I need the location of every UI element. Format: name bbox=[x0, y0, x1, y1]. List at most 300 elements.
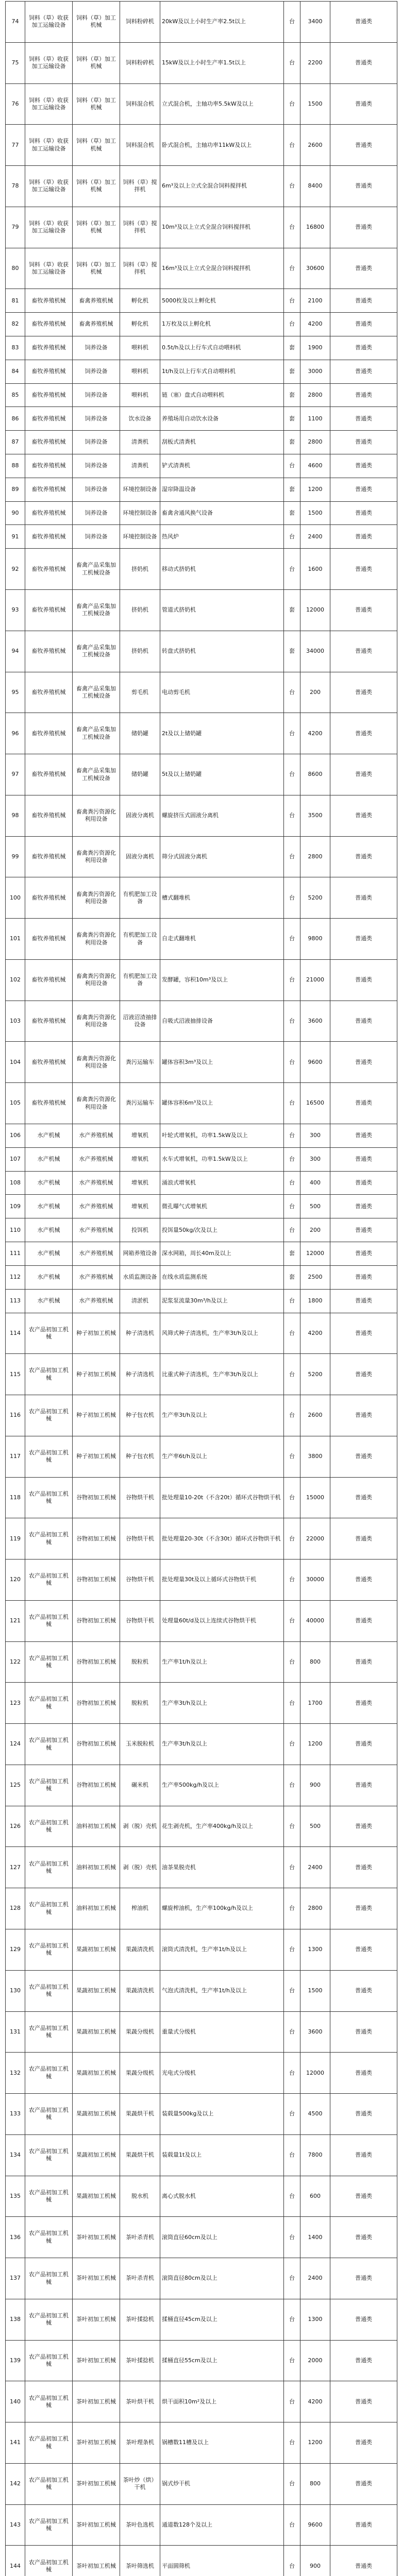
subcategory-cell: 种子初加工机械 bbox=[73, 1313, 120, 1354]
subcategory-cell: 水产养殖机械 bbox=[73, 1195, 120, 1218]
spec-cell: 筛分式固液分离机 bbox=[160, 836, 284, 877]
item-name-cell: 茶叶杀青机 bbox=[120, 2217, 160, 2258]
table-row bbox=[6, 2340, 397, 2381]
table-row bbox=[6, 2134, 397, 2176]
kind-cell: 普通类 bbox=[330, 1518, 397, 1560]
row-number: 92 bbox=[6, 549, 25, 590]
amount-cell: 7800 bbox=[300, 2134, 330, 2176]
row-number: 116 bbox=[6, 1395, 25, 1436]
kind-cell: 普通类 bbox=[330, 1265, 397, 1289]
unit-cell: 台 bbox=[284, 2011, 300, 2053]
category-cell: 畜牧养殖机械 bbox=[25, 590, 73, 631]
kind-cell: 普通类 bbox=[330, 1641, 397, 1683]
amount-cell: 200 bbox=[300, 672, 330, 713]
kind-cell: 普通类 bbox=[330, 454, 397, 478]
amount-cell: 1300 bbox=[300, 1929, 330, 1971]
item-name-cell: 饲料（草）搅拌机 bbox=[120, 207, 160, 248]
unit-cell: 台 bbox=[284, 672, 300, 713]
item-name-cell: 剥（脱）壳机 bbox=[120, 1806, 160, 1847]
table-row bbox=[6, 407, 397, 431]
kind-cell: 普通类 bbox=[330, 248, 397, 289]
item-name-cell: 茶叶烘干机 bbox=[120, 2381, 160, 2422]
category-cell: 农产品初加工机械 bbox=[25, 2134, 73, 2176]
amount-cell: 2100 bbox=[300, 289, 330, 313]
spec-cell: 生产率500kg/h及以上 bbox=[160, 1765, 284, 1806]
item-name-cell: 饮水设备 bbox=[120, 407, 160, 431]
row-number: 113 bbox=[6, 1289, 25, 1313]
table-row bbox=[6, 1560, 397, 1601]
spec-cell: 生产率3t/h及以上 bbox=[160, 1683, 284, 1724]
spec-cell: 养殖场用自动饮水设备 bbox=[160, 407, 284, 431]
spec-cell: 管道式挤奶机 bbox=[160, 590, 284, 631]
row-number: 123 bbox=[6, 1683, 25, 1724]
spec-cell: 5000枚及以上孵化机 bbox=[160, 289, 284, 313]
amount-cell: 400 bbox=[300, 1171, 330, 1195]
subcategory-cell: 水产养殖机械 bbox=[73, 1265, 120, 1289]
category-cell: 畜牧养殖机械 bbox=[25, 836, 73, 877]
category-cell: 农产品初加工机械 bbox=[25, 1765, 73, 1806]
kind-cell: 普通类 bbox=[330, 2217, 397, 2258]
table-row bbox=[6, 713, 397, 754]
kind-cell: 普通类 bbox=[330, 289, 397, 313]
category-cell: 畜牧养殖机械 bbox=[25, 795, 73, 836]
row-number: 131 bbox=[6, 2011, 25, 2053]
subcategory-cell: 饲养设备 bbox=[73, 407, 120, 431]
category-cell: 畜牧养殖机械 bbox=[25, 525, 73, 549]
category-cell: 饲料（草）收获加工运输设备 bbox=[25, 166, 73, 207]
unit-cell: 台 bbox=[284, 1124, 300, 1148]
unit-cell: 台 bbox=[284, 1929, 300, 1971]
row-number: 94 bbox=[6, 631, 25, 672]
row-number: 111 bbox=[6, 1242, 25, 1266]
kind-cell: 普通类 bbox=[330, 1888, 397, 1929]
amount-cell: 4500 bbox=[300, 2094, 330, 2135]
subcategory-cell: 果蔬初加工机械 bbox=[73, 1929, 120, 1971]
item-name-cell: 种子清选机 bbox=[120, 1313, 160, 1354]
spec-cell: 装载量500kg及以上 bbox=[160, 2094, 284, 2135]
amount-cell: 9600 bbox=[300, 1042, 330, 1083]
unit-cell: 台 bbox=[284, 1847, 300, 1888]
category-cell: 农产品初加工机械 bbox=[25, 1641, 73, 1683]
row-number: 121 bbox=[6, 1600, 25, 1641]
unit-cell: 台 bbox=[284, 1683, 300, 1724]
amount-cell: 3400 bbox=[300, 2, 330, 43]
unit-cell: 套 bbox=[284, 590, 300, 631]
spec-cell: 泥浆泵流量30m³/h及以上 bbox=[160, 1289, 284, 1313]
item-name-cell: 饲料粉碎机 bbox=[120, 2, 160, 43]
table-row bbox=[6, 1147, 397, 1171]
kind-cell: 普通类 bbox=[330, 2422, 397, 2464]
category-cell: 农产品初加工机械 bbox=[25, 1929, 73, 1971]
table-row bbox=[6, 1313, 397, 1354]
unit-cell: 台 bbox=[284, 836, 300, 877]
row-number: 120 bbox=[6, 1560, 25, 1601]
category-cell: 畜牧养殖机械 bbox=[25, 360, 73, 383]
category-cell: 饲料（草）收获加工运输设备 bbox=[25, 42, 73, 83]
subcategory-cell: 茶叶初加工机械 bbox=[73, 2340, 120, 2381]
unit-cell: 台 bbox=[284, 2094, 300, 2135]
kind-cell: 普通类 bbox=[330, 1218, 397, 1242]
row-number: 77 bbox=[6, 125, 25, 166]
spec-cell: 热风炉 bbox=[160, 525, 284, 549]
item-name-cell: 饲料粉碎机 bbox=[120, 42, 160, 83]
unit-cell: 台 bbox=[284, 1600, 300, 1641]
table-row bbox=[6, 313, 397, 336]
subcategory-cell: 畜禽产品采集加工机械设备 bbox=[73, 590, 120, 631]
table-row bbox=[6, 525, 397, 549]
spec-cell: 生产率1t/h及以上 bbox=[160, 1641, 284, 1683]
kind-cell: 普通类 bbox=[330, 1395, 397, 1436]
kind-cell: 普通类 bbox=[330, 672, 397, 713]
table-row bbox=[6, 2, 397, 43]
amount-cell: 2500 bbox=[300, 1265, 330, 1289]
kind-cell: 普通类 bbox=[330, 125, 397, 166]
kind-cell: 普通类 bbox=[330, 525, 397, 549]
spec-cell: 烘干面积10m²及以上 bbox=[160, 2381, 284, 2422]
kind-cell: 普通类 bbox=[330, 1289, 397, 1313]
row-number: 95 bbox=[6, 672, 25, 713]
category-cell: 畜牧养殖机械 bbox=[25, 713, 73, 754]
category-cell: 畜牧养殖机械 bbox=[25, 959, 73, 1001]
row-number: 114 bbox=[6, 1313, 25, 1354]
item-name-cell: 谷物烘干机 bbox=[120, 1600, 160, 1641]
amount-cell: 3000 bbox=[300, 360, 330, 383]
table-row bbox=[6, 549, 397, 590]
item-name-cell: 增氧机 bbox=[120, 1124, 160, 1148]
row-number: 91 bbox=[6, 525, 25, 549]
table-row bbox=[6, 1124, 397, 1148]
spec-cell: 螺旋挤压式固液分离机 bbox=[160, 795, 284, 836]
category-cell: 畜牧养殖机械 bbox=[25, 313, 73, 336]
amount-cell: 2800 bbox=[300, 383, 330, 407]
table-row bbox=[6, 1083, 397, 1124]
spec-cell: 螺旋榨油机，生产率100kg/h及以上 bbox=[160, 1888, 284, 1929]
unit-cell: 台 bbox=[284, 2463, 300, 2504]
unit-cell: 台 bbox=[284, 2217, 300, 2258]
category-cell: 农产品初加工机械 bbox=[25, 2299, 73, 2340]
item-name-cell: 挤奶机 bbox=[120, 590, 160, 631]
subcategory-cell: 茶叶初加工机械 bbox=[73, 2546, 120, 2576]
spec-cell: 生产率6t/h及以上 bbox=[160, 1436, 284, 1477]
subcategory-cell: 畜禽粪污资源化利用设备 bbox=[73, 1001, 120, 1042]
unit-cell: 台 bbox=[284, 1147, 300, 1171]
kind-cell: 普通类 bbox=[330, 383, 397, 407]
amount-cell: 3800 bbox=[300, 1436, 330, 1477]
kind-cell: 普通类 bbox=[330, 2, 397, 43]
item-name-cell: 果蔬清洗机 bbox=[120, 1929, 160, 1971]
category-cell: 饲料（草）收获加工运输设备 bbox=[25, 2, 73, 43]
kind-cell: 普通类 bbox=[330, 754, 397, 795]
category-cell: 农产品初加工机械 bbox=[25, 1560, 73, 1601]
item-name-cell: 谷物烘干机 bbox=[120, 1477, 160, 1518]
item-name-cell: 果蔬分级机 bbox=[120, 2011, 160, 2053]
amount-cell: 2400 bbox=[300, 1847, 330, 1888]
spec-cell: 装载量1t及以上 bbox=[160, 2134, 284, 2176]
item-name-cell: 喂料机 bbox=[120, 383, 160, 407]
subcategory-cell: 畜禽粪污资源化利用设备 bbox=[73, 919, 120, 960]
item-name-cell: 有机肥加工设备 bbox=[120, 919, 160, 960]
table-row bbox=[6, 1683, 397, 1724]
table-row bbox=[6, 2299, 397, 2340]
subcategory-cell: 茶叶初加工机械 bbox=[73, 2463, 120, 2504]
unit-cell: 台 bbox=[284, 1313, 300, 1354]
unit-cell: 台 bbox=[284, 959, 300, 1001]
amount-cell: 2200 bbox=[300, 42, 330, 83]
category-cell: 畜牧养殖机械 bbox=[25, 1042, 73, 1083]
unit-cell: 台 bbox=[284, 454, 300, 478]
category-cell: 农产品初加工机械 bbox=[25, 1395, 73, 1436]
spec-cell: 15kW及以上小时生产率1.5t以上 bbox=[160, 42, 284, 83]
row-number: 139 bbox=[6, 2340, 25, 2381]
spec-cell: 批处理量20-30t（不含30t）循环式谷物烘干机 bbox=[160, 1518, 284, 1560]
kind-cell: 普通类 bbox=[330, 360, 397, 383]
spec-cell: 揉桶直径45cm及以上 bbox=[160, 2299, 284, 2340]
spec-cell: 离心式脱水机 bbox=[160, 2176, 284, 2217]
item-name-cell: 粪污运输车 bbox=[120, 1083, 160, 1124]
category-cell: 畜牧养殖机械 bbox=[25, 454, 73, 478]
row-number: 75 bbox=[6, 42, 25, 83]
unit-cell: 台 bbox=[284, 2053, 300, 2094]
row-number: 79 bbox=[6, 207, 25, 248]
amount-cell: 500 bbox=[300, 1806, 330, 1847]
spec-cell: 滚筒直径60cm及以上 bbox=[160, 2217, 284, 2258]
table-row bbox=[6, 2217, 397, 2258]
subcategory-cell: 茶叶初加工机械 bbox=[73, 2504, 120, 2546]
amount-cell: 5200 bbox=[300, 1354, 330, 1395]
table-row bbox=[6, 2176, 397, 2217]
category-cell: 农产品初加工机械 bbox=[25, 2053, 73, 2094]
spec-cell: 槽式翻堆机 bbox=[160, 877, 284, 919]
table-row bbox=[6, 631, 397, 672]
kind-cell: 普通类 bbox=[330, 501, 397, 525]
item-name-cell: 增氧机 bbox=[120, 1147, 160, 1171]
amount-cell: 800 bbox=[300, 2463, 330, 2504]
table-row bbox=[6, 501, 397, 525]
row-number: 76 bbox=[6, 83, 25, 125]
item-name-cell: 储奶罐 bbox=[120, 713, 160, 754]
subcategory-cell: 饲料（草）加工机械 bbox=[73, 83, 120, 125]
unit-cell: 套 bbox=[284, 383, 300, 407]
subcategory-cell: 油料初加工机械 bbox=[73, 1847, 120, 1888]
table-row bbox=[6, 2011, 397, 2053]
spec-cell: 刮板式清粪机 bbox=[160, 431, 284, 454]
table-row bbox=[6, 795, 397, 836]
amount-cell: 8400 bbox=[300, 166, 330, 207]
row-number: 90 bbox=[6, 501, 25, 525]
kind-cell: 普通类 bbox=[330, 795, 397, 836]
spec-cell: 电动剪毛机 bbox=[160, 672, 284, 713]
spec-cell: 链（塞）盘式自动喂料机 bbox=[160, 383, 284, 407]
item-name-cell: 挤奶机 bbox=[120, 631, 160, 672]
row-number: 115 bbox=[6, 1354, 25, 1395]
spec-cell: 移动式挤奶机 bbox=[160, 549, 284, 590]
row-number: 119 bbox=[6, 1518, 25, 1560]
item-name-cell: 粪污运输车 bbox=[120, 1042, 160, 1083]
category-cell: 畜牧养殖机械 bbox=[25, 1083, 73, 1124]
row-number: 99 bbox=[6, 836, 25, 877]
kind-cell: 普通类 bbox=[330, 1001, 397, 1042]
spec-cell: 滚筒式清洗机，生产率1t/h及以上 bbox=[160, 1929, 284, 1971]
unit-cell: 套 bbox=[284, 431, 300, 454]
row-number: 84 bbox=[6, 360, 25, 383]
item-name-cell: 环境控制设备 bbox=[120, 525, 160, 549]
unit-cell: 台 bbox=[284, 2340, 300, 2381]
row-number: 96 bbox=[6, 713, 25, 754]
amount-cell: 800 bbox=[300, 1641, 330, 1683]
category-cell: 畜牧养殖机械 bbox=[25, 336, 73, 360]
spec-cell: 0.5t/h及以上行车式自动喂料机 bbox=[160, 336, 284, 360]
item-name-cell: 茶叶炒（烘）干机 bbox=[120, 2463, 160, 2504]
unit-cell: 台 bbox=[284, 1436, 300, 1477]
unit-cell: 台 bbox=[284, 877, 300, 919]
spec-cell: 自吸式沼液抽排设备 bbox=[160, 1001, 284, 1042]
category-cell: 畜牧养殖机械 bbox=[25, 672, 73, 713]
unit-cell: 台 bbox=[284, 2299, 300, 2340]
category-cell: 畜牧养殖机械 bbox=[25, 919, 73, 960]
row-number: 85 bbox=[6, 383, 25, 407]
item-name-cell: 剥（脱）壳机 bbox=[120, 1847, 160, 1888]
row-number: 101 bbox=[6, 919, 25, 960]
kind-cell: 普通类 bbox=[330, 1147, 397, 1171]
amount-cell: 1200 bbox=[300, 478, 330, 501]
table-row bbox=[6, 2504, 397, 2546]
item-name-cell: 饲料（草）搅拌机 bbox=[120, 248, 160, 289]
row-number: 110 bbox=[6, 1218, 25, 1242]
subcategory-cell: 水产养殖机械 bbox=[73, 1124, 120, 1148]
unit-cell: 台 bbox=[284, 1765, 300, 1806]
unit-cell: 台 bbox=[284, 2381, 300, 2422]
row-number: 118 bbox=[6, 1477, 25, 1518]
kind-cell: 普通类 bbox=[330, 83, 397, 125]
item-name-cell: 环境控制设备 bbox=[120, 501, 160, 525]
kind-cell: 普通类 bbox=[330, 713, 397, 754]
category-cell: 农产品初加工机械 bbox=[25, 1806, 73, 1847]
table-row bbox=[6, 1395, 397, 1436]
spec-cell: 畜禽舍通风换气设备 bbox=[160, 501, 284, 525]
category-cell: 饲料（草）收获加工运输设备 bbox=[25, 83, 73, 125]
table-row bbox=[6, 1888, 397, 1929]
row-number: 82 bbox=[6, 313, 25, 336]
amount-cell: 16500 bbox=[300, 1083, 330, 1124]
subcategory-cell: 畜禽粪污资源化利用设备 bbox=[73, 795, 120, 836]
spec-cell: 1万枚及以上孵化机 bbox=[160, 313, 284, 336]
kind-cell: 普通类 bbox=[330, 631, 397, 672]
spec-cell: 铲式清粪机 bbox=[160, 454, 284, 478]
table-row bbox=[6, 590, 397, 631]
row-number: 134 bbox=[6, 2134, 25, 2176]
unit-cell: 台 bbox=[284, 42, 300, 83]
table-row bbox=[6, 672, 397, 713]
amount-cell: 21000 bbox=[300, 959, 330, 1001]
unit-cell: 套 bbox=[284, 501, 300, 525]
amount-cell: 2600 bbox=[300, 125, 330, 166]
item-name-cell: 种子清选机 bbox=[120, 1354, 160, 1395]
table-row bbox=[6, 1724, 397, 1765]
table-row bbox=[6, 248, 397, 289]
kind-cell: 普通类 bbox=[330, 1806, 397, 1847]
subcategory-cell: 畜禽产品采集加工机械设备 bbox=[73, 713, 120, 754]
unit-cell: 台 bbox=[284, 1888, 300, 1929]
row-number: 100 bbox=[6, 877, 25, 919]
row-number: 86 bbox=[6, 407, 25, 431]
category-cell: 农产品初加工机械 bbox=[25, 2381, 73, 2422]
table-row bbox=[6, 959, 397, 1001]
subsidy-table bbox=[5, 1, 397, 2576]
category-cell: 农产品初加工机械 bbox=[25, 1600, 73, 1641]
spec-cell: 涌浪式增氧机 bbox=[160, 1171, 284, 1195]
item-name-cell: 玉米脱粒机 bbox=[120, 1724, 160, 1765]
category-cell: 畜牧养殖机械 bbox=[25, 478, 73, 501]
item-name-cell: 清粪机 bbox=[120, 431, 160, 454]
category-cell: 农产品初加工机械 bbox=[25, 2504, 73, 2546]
row-number: 122 bbox=[6, 1641, 25, 1683]
amount-cell: 30000 bbox=[300, 1560, 330, 1601]
spec-cell: 生产率3t/h及以上 bbox=[160, 1724, 284, 1765]
unit-cell: 台 bbox=[284, 125, 300, 166]
row-number: 136 bbox=[6, 2217, 25, 2258]
category-cell: 农产品初加工机械 bbox=[25, 1847, 73, 1888]
amount-cell: 1700 bbox=[300, 1683, 330, 1724]
table-row bbox=[6, 478, 397, 501]
amount-cell: 300 bbox=[300, 1147, 330, 1171]
kind-cell: 普通类 bbox=[330, 2299, 397, 2340]
amount-cell: 9600 bbox=[300, 2504, 330, 2546]
subcategory-cell: 饲养设备 bbox=[73, 383, 120, 407]
amount-cell: 34000 bbox=[300, 631, 330, 672]
subcategory-cell: 畜禽产品采集加工机械设备 bbox=[73, 672, 120, 713]
unit-cell: 台 bbox=[284, 1724, 300, 1765]
row-number: 89 bbox=[6, 478, 25, 501]
kind-cell: 普通类 bbox=[330, 959, 397, 1001]
item-name-cell: 网箱养殖设备 bbox=[120, 1242, 160, 1266]
subcategory-cell: 饲养设备 bbox=[73, 525, 120, 549]
unit-cell: 台 bbox=[284, 2, 300, 43]
category-cell: 农产品初加工机械 bbox=[25, 1683, 73, 1724]
item-name-cell: 增氧机 bbox=[120, 1195, 160, 1218]
kind-cell: 普通类 bbox=[330, 2053, 397, 2094]
subcategory-cell: 畜禽粪污资源化利用设备 bbox=[73, 836, 120, 877]
row-number: 129 bbox=[6, 1929, 25, 1971]
category-cell: 畜牧养殖机械 bbox=[25, 431, 73, 454]
subcategory-cell: 油料初加工机械 bbox=[73, 1888, 120, 1929]
category-cell: 农产品初加工机械 bbox=[25, 2094, 73, 2135]
kind-cell: 普通类 bbox=[330, 313, 397, 336]
row-number: 83 bbox=[6, 336, 25, 360]
amount-cell: 2800 bbox=[300, 836, 330, 877]
table-row bbox=[6, 360, 397, 383]
category-cell: 畜牧养殖机械 bbox=[25, 549, 73, 590]
spec-cell: 重量式分级机 bbox=[160, 2011, 284, 2053]
subcategory-cell: 饲料（草）加工机械 bbox=[73, 125, 120, 166]
kind-cell: 普通类 bbox=[330, 2094, 397, 2135]
table-row bbox=[6, 919, 397, 960]
unit-cell: 台 bbox=[284, 525, 300, 549]
item-name-cell: 碾米机 bbox=[120, 1765, 160, 1806]
row-number: 125 bbox=[6, 1765, 25, 1806]
subcategory-cell: 饲料（草）加工机械 bbox=[73, 248, 120, 289]
table-row bbox=[6, 1171, 397, 1195]
unit-cell: 套 bbox=[284, 478, 300, 501]
category-cell: 农产品初加工机械 bbox=[25, 2176, 73, 2217]
amount-cell: 900 bbox=[300, 1765, 330, 1806]
row-number: 88 bbox=[6, 454, 25, 478]
unit-cell: 台 bbox=[284, 1477, 300, 1518]
table-row bbox=[6, 2258, 397, 2299]
subcategory-cell: 饲料（草）加工机械 bbox=[73, 2, 120, 43]
kind-cell: 普通类 bbox=[330, 836, 397, 877]
item-name-cell: 清淤机 bbox=[120, 1289, 160, 1313]
table-row bbox=[6, 1847, 397, 1888]
